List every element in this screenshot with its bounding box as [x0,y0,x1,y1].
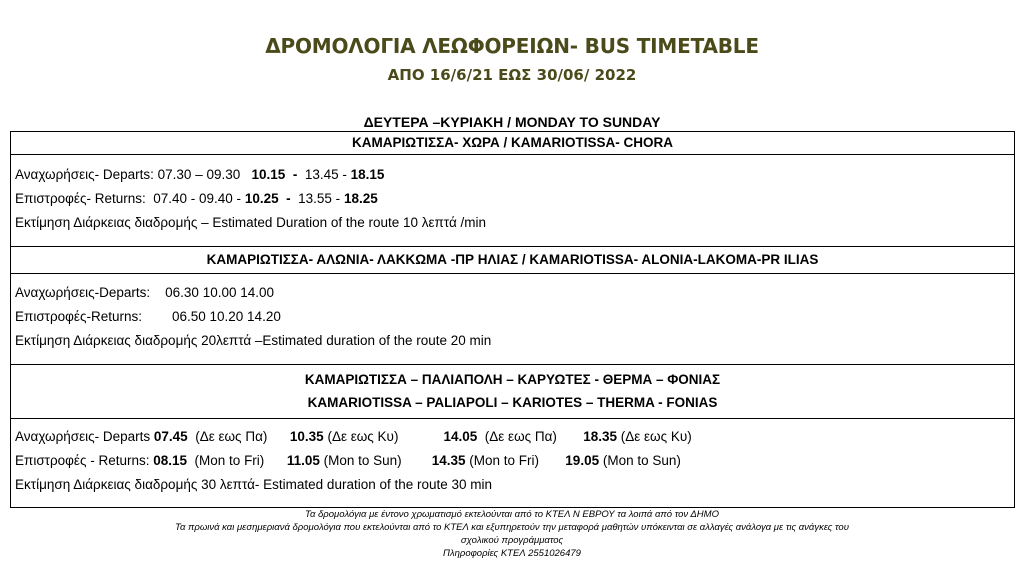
separator: - [286,191,291,206]
route-chora-departs [11,163,1014,187]
footer-note-2: Τα πρωινά και μεσημεριανά δρομολόγια που εκτελούνται από το ΚΤΕΛ και εξυπηρετούν την μεταφορά μαθητών υπόκεινται σε αλλαγές ανάλογα με τις ανάγκες του [175,522,849,533]
days-note: (Δε εως Κυ) [620,429,692,444]
returns-label: Επιστροφές- Returns: [15,191,146,206]
returns-time: 10.25 [244,191,279,206]
route-ilias-returns [11,305,1014,329]
route-ilias-title: ΚΑΜΑΡΙΩΤΙΣΣΑ- ΑΛΩΝΙΑ- ΛΑΚΚΩΜΑ -ΠΡ ΗΛΙΑΣ / KAMARIOTISSA- ALONIA-LAKOMA-PR ILIAS [11,247,1014,274]
route-chora-duration: Εκτίμηση Διάρκειας διαδρομής – Estimated Duration of the route 10 λεπτά /min [15,215,487,230]
page-title: ΔΡΟΜΟΛΟΓΙΑ ΛΕΩΦΟΡΕΙΩΝ- BUS TIMETABLE [265,34,759,58]
departs-label: Αναχωρήσεις-Departs: [15,285,151,300]
returns-label: Επιστροφές - Returns: [15,453,150,468]
returns-times: 06.50 10.20 14.20 [171,309,281,324]
departs-time: 10.35 [289,429,324,444]
route-ilias-departs [11,281,1014,305]
footer-note-1: Τα δρομολόγια με έντονο χρωματισμό εκτελούνται από το ΚΤΕΛ Ν ΕΒΡΟΥ τα λοιπά από τον ΔΗΜΟ [305,509,719,520]
departs-time: 07.30 – 09.30 [157,167,241,182]
route-fonias-departs [11,425,1014,449]
days-note: (Δε εως Πα) [484,429,557,444]
returns-time: 07.40 - 09.40 - [153,191,242,206]
route-fonias-title-en: KAMARIOTISSA – PALIAPOLI – KARIOTES – THERMA - FONIAS [307,395,718,410]
departs-label: Αναχωρήσεις- Departs: [15,167,154,182]
footer-contact: Πληροφορίες ΚΤΕΛ 2551026479 [443,548,581,559]
departs-times: 06.30 10.00 14.00 [165,285,275,300]
days-note: (Δε εως Κυ) [327,429,399,444]
footer-note-3: σχολικού προγράμματος [460,535,564,546]
departs-label: Αναχωρήσεις- Departs [15,429,151,444]
returns-label: Επιστροφές-Returns: [15,309,142,324]
returns-time: 14.35 [431,453,466,468]
days-note: (Mon to Sun) [323,453,402,468]
returns-time: 08.15 [153,453,188,468]
days-note: (Mon to Fri) [194,453,265,468]
route-ilias-table [10,247,1015,365]
route-chora-title: ΚΑΜΑΡΙΩΤΙΣΣΑ- ΧΩΡΑ / KAMARIOTISSA- CHORA [11,132,1014,155]
days-note: (Mon to Sun) [602,453,681,468]
validity-period: ΑΠΟ 16/6/21 ΕΩΣ 30/06/ 2022 [387,66,637,84]
route-fonias-duration: Εκτίμηση Διάρκειας διαδρομής 30 λεπτά- Estimated duration of the route 30 min [15,477,493,492]
days-note: (Mon to Fri) [469,453,540,468]
returns-time: 11.05 [286,453,320,468]
route-chora-table [10,131,1015,247]
route-fonias-table [10,365,1015,508]
route-chora-returns [11,187,1014,211]
departs-time: 18.35 [583,429,617,444]
returns-time: 18.25 [343,191,378,206]
days-heading: ΔΕΥΤΕΡΑ –ΚΥΡΙΑΚΗ / MONDAY TO SUNDAY [363,114,661,130]
departs-time: 07.45 [153,429,188,444]
departs-time: 18.15 [350,167,385,182]
route-fonias-header [11,365,1014,419]
departs-time: 14.05 [443,429,478,444]
returns-time: 13.55 - [298,191,341,206]
returns-time: 19.05 [565,453,600,468]
route-fonias-title-gr: ΚΑΜΑΡΙΩΤΙΣΣΑ – ΠΑΛΙΑΠΟΛΗ – ΚΑΡΥΩΤΕΣ - ΘΕΡΜΑ – ΦΟΝΙΑΣ [304,372,721,387]
days-note: (Δε εως Πα) [195,429,268,444]
route-ilias-duration: Εκτίμηση Διάρκειας διαδρομής 20λεπτά –Estimated duration of the route 20 min [15,333,492,348]
departs-time: 10.15 [251,167,286,182]
separator: - [292,167,298,182]
departs-time: 13.45 - [304,167,347,182]
route-fonias-returns [11,449,1014,473]
